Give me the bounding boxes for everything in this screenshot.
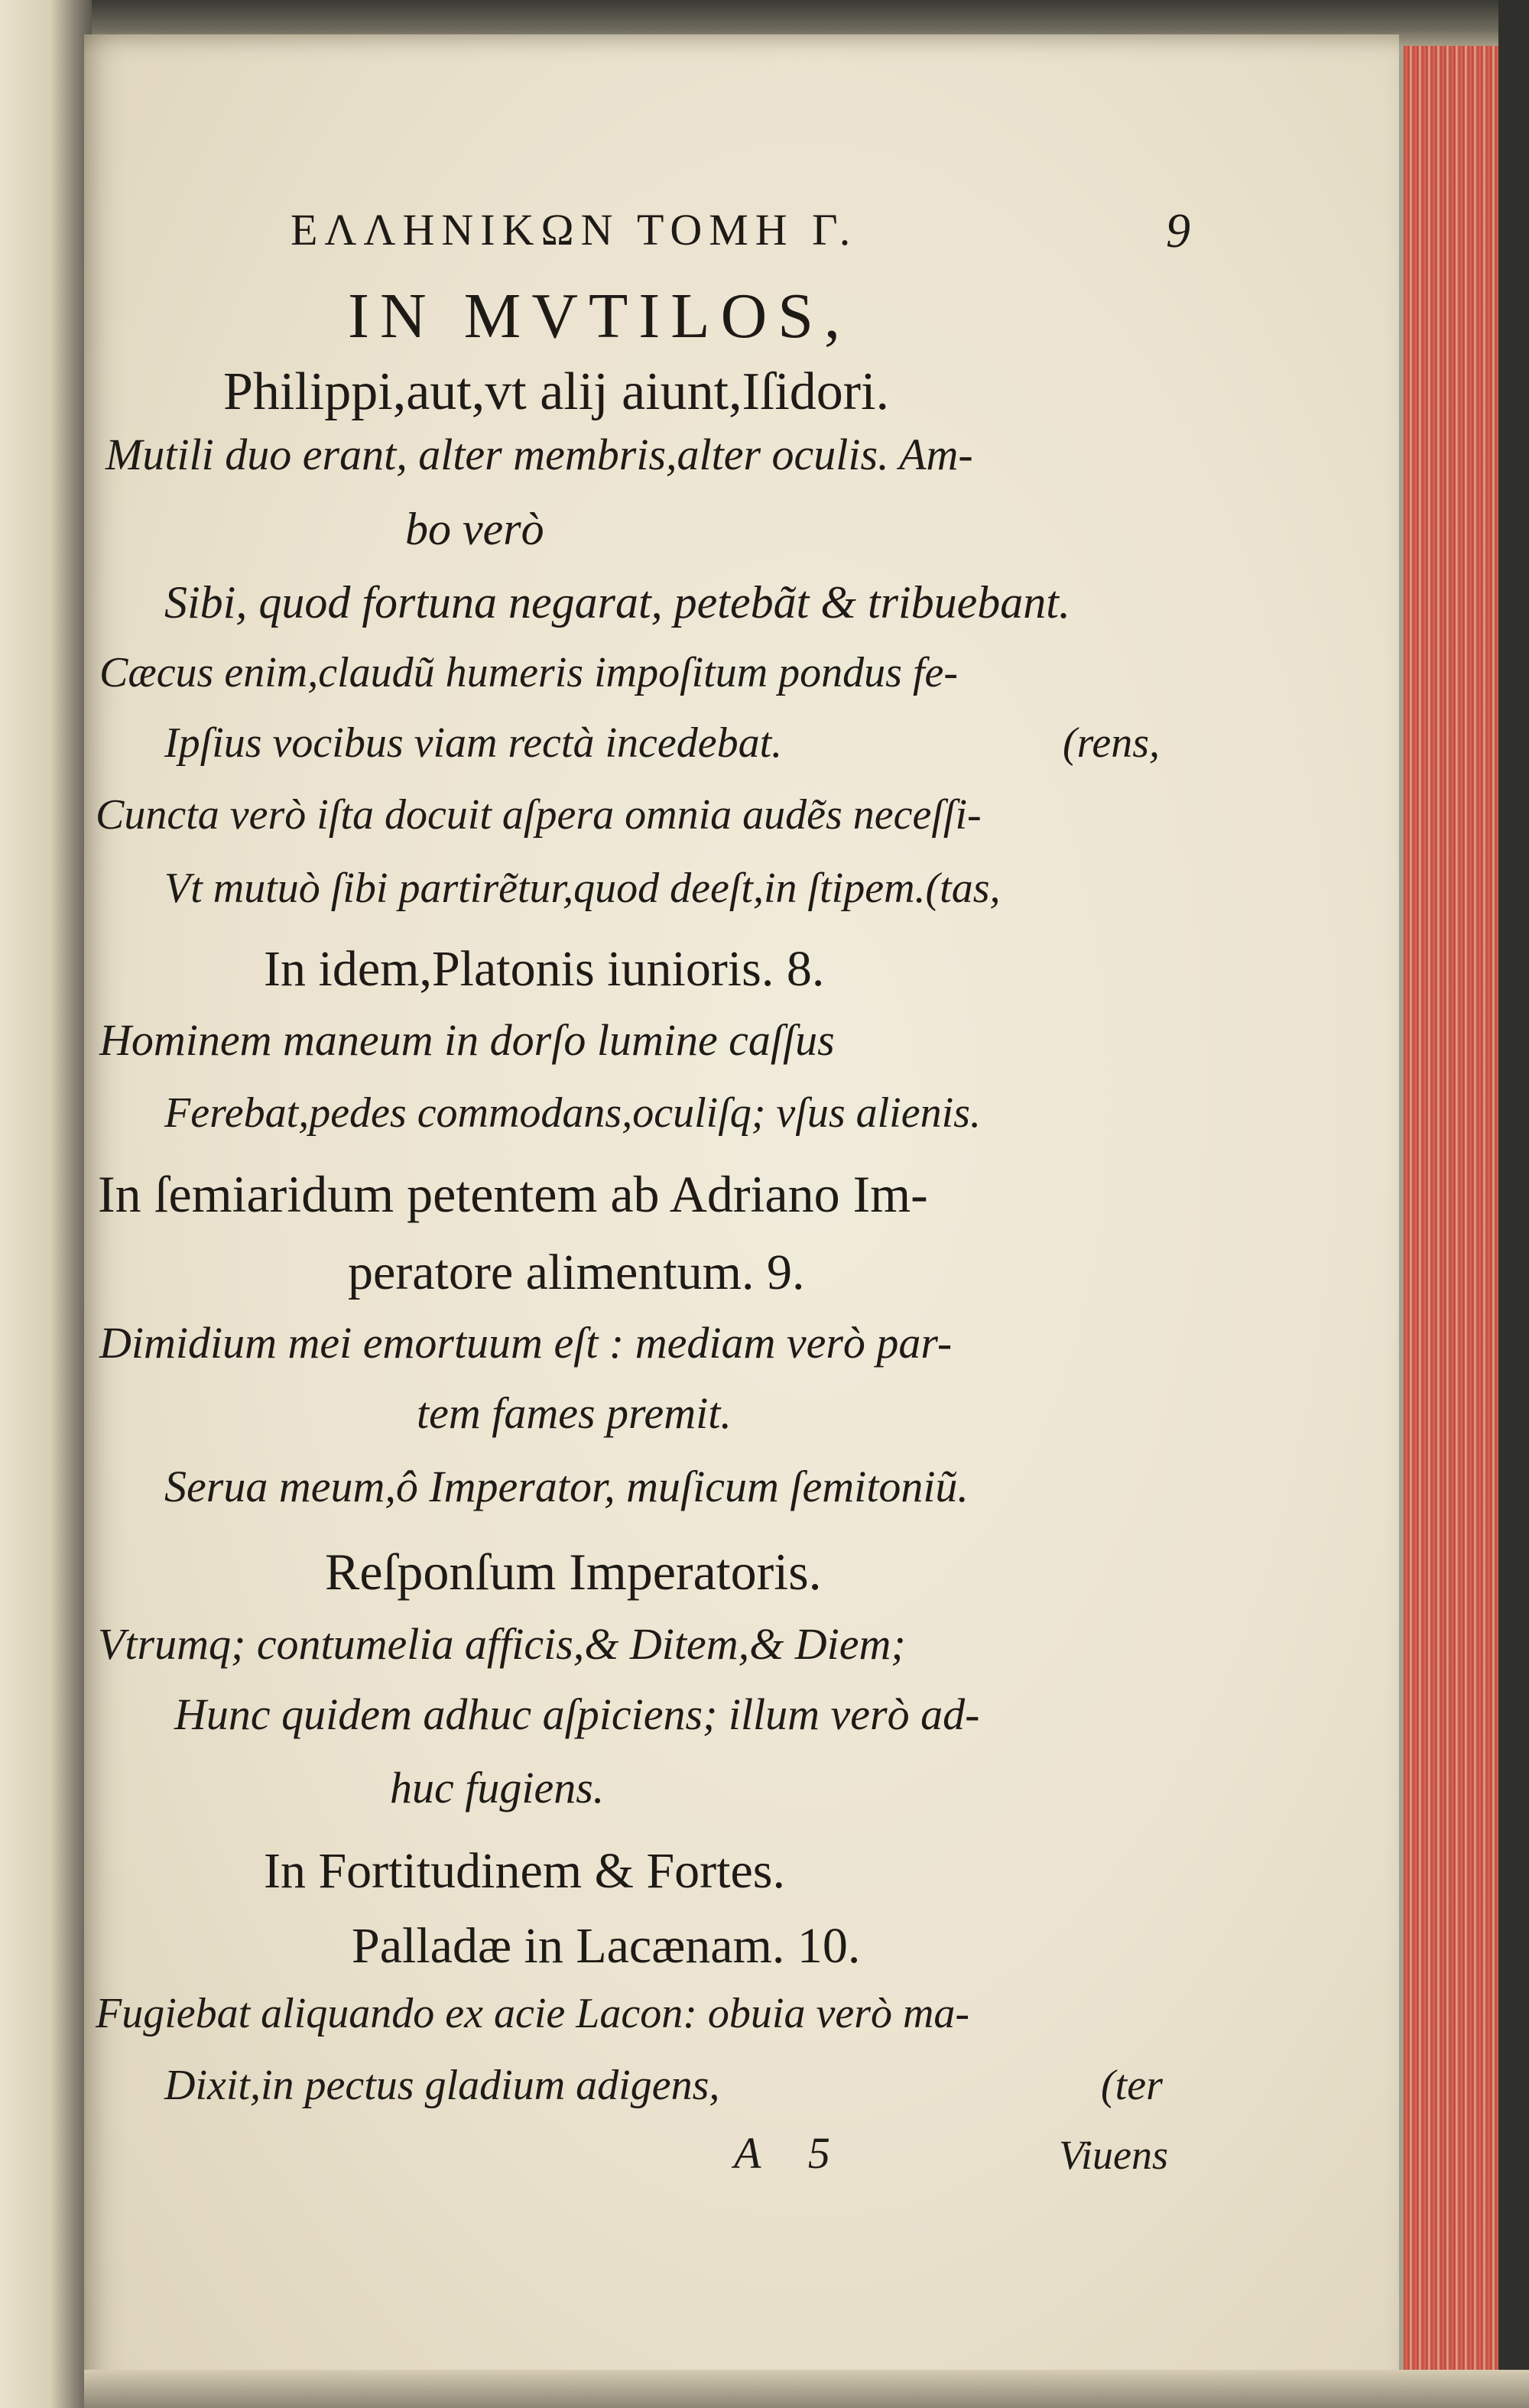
verse-line-overflow: (rens, xyxy=(1063,719,1161,767)
catchword: Viuens xyxy=(1059,2132,1168,2178)
verse-line-overflow: (ter xyxy=(1101,2062,1163,2109)
section-title: In idem,Platonis iunioris. 8. xyxy=(264,941,825,997)
verse-line: Cuncta verò iſta docuit aſpera omnia audẽs neceſſi- xyxy=(96,791,982,839)
verse-line: Dimidium mei emortuum eſt : mediam verò par- xyxy=(99,1318,953,1368)
verse-line: Serua meum,ô Imperator, muſicum ſemitoniũ. xyxy=(164,1462,969,1511)
verse-line: Vtrumq; contumelia afficis,& Ditem,& Diem; xyxy=(98,1619,906,1669)
section-title: IN MVTILOS, xyxy=(348,281,851,352)
verse-line: Vt mutuò ſibi partirẽtur,quod deeſt,in ſtipem.(tas, xyxy=(164,865,1001,912)
running-title: ΕΛΛΗΝΙΚΩΝ ΤΟΜΗ Γ. xyxy=(291,205,858,255)
red-page-edges xyxy=(1399,46,1503,2370)
background-right xyxy=(1498,0,1529,2408)
section-title: In ſemiaridum petentem ab Adriano Im- xyxy=(98,1165,928,1223)
page-number: 9 xyxy=(1166,203,1190,258)
verse-line: Ferebat,pedes commodans,oculiſq; vſus alienis. xyxy=(164,1089,981,1137)
verse-line: Hunc quidem adhuc aſpiciens; illum verò ad- xyxy=(174,1689,980,1739)
attribution: Philippi,aut,vt alij aiunt,Iſidori. xyxy=(223,362,890,421)
section-title: Reſponſum Imperatoris. xyxy=(325,1543,822,1601)
verse-line: Sibi, quod fortuna negarat, petebãt & tribuebant. xyxy=(164,577,1070,628)
facing-page-edge xyxy=(0,0,92,2408)
section-title: In Fortitudinem & Fortes. xyxy=(264,1843,785,1899)
section-subtitle: Palladæ in Lacænam. 10. xyxy=(352,1918,861,1974)
verse-line: Hominem maneum in dorſo lumine caſſus xyxy=(99,1015,835,1065)
verse-line: bo verò xyxy=(405,504,544,554)
verse-line: Mutili duo erant, alter membris,alter oculis. Am- xyxy=(106,430,973,479)
signature-mark: A 5 xyxy=(734,2128,849,2178)
verse-line: Fugiebat aliquando ex acie Lacon: obuia verò ma- xyxy=(96,1990,970,2037)
section-title: peratore alimentum. 9. xyxy=(348,1245,805,1300)
verse-line: Ipſius vocibus viam rectà incedebat. xyxy=(164,719,783,767)
verse-line: huc fugiens. xyxy=(390,1763,605,1812)
verse-line: Dixit,in pectus gladium adigens, xyxy=(164,2062,720,2109)
verse-line: tem fames premit. xyxy=(417,1388,732,1438)
book-bottom-shadow xyxy=(84,2370,1529,2408)
verse-line: Cæcus enim,claudũ humeris impoſitum pondus fe- xyxy=(99,649,959,696)
